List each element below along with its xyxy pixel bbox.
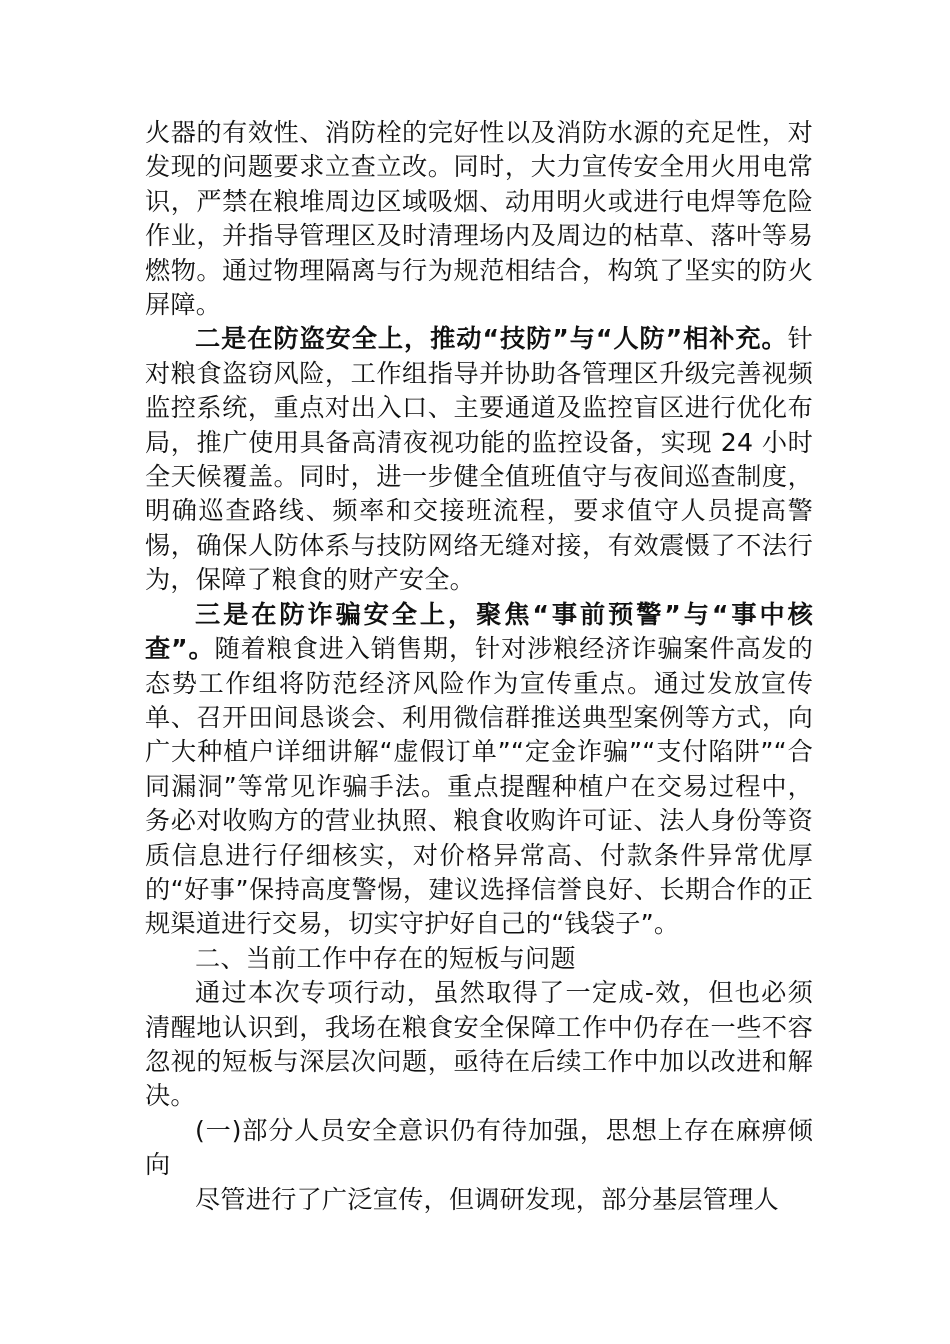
paragraph-text: 针对粮食盗窃风险，工作组指导并协助各管理区升级完善视频监控系统，重点对出入口、主要通道及监控盲区进行优化布局，推广使用具备高清夜视功能的监控设备，实现 24 小时全天候覆盖。同时，进一步健全值班值守与夜间巡查制度，明确巡查路线、频率和交接班流程，要求值守人员提高警惕，确保人防体系与技防网络无缝对接，有效震慑了不法行为，保障了粮食的财产安全。 xyxy=(145,324,813,595)
section-heading-problems xyxy=(145,942,813,976)
paragraph-fraud-prevention xyxy=(145,598,813,942)
subsection-heading-awareness xyxy=(145,1114,813,1183)
paragraph-theft-prevention xyxy=(145,322,813,597)
paragraph-text: 火器的有效性、消防栓的完好性以及消防水源的充足性，对发现的问题要求立查立改。同时，大力宣传安全用火用电常识，严禁在粮堆周边区域吸烟、动用明火或进行电焊等危险作业，并指导管理区及时清理场内及周边的枯草、落叶等易燃物。通过物理隔离与行为规范相结合，构筑了坚实的防火屏障。 xyxy=(145,118,813,320)
paragraph-awareness xyxy=(145,1183,813,1217)
paragraph-text: 尽管进行了广泛宣传，但调研发现，部分基层管理人 xyxy=(195,1184,779,1214)
document-body xyxy=(145,116,813,1217)
paragraph-heading: 二是在防盗安全上，推动“技防”与“人防”相补充。 xyxy=(195,324,788,354)
paragraph-text: 通过本次专项行动，虽然取得了一定成-效，但也必须清醒地认识到，我场在粮食安全保障工作中仍存在一些不容忽视的短板与深层次问题，亟待在后续工作中加以改进和解决。 xyxy=(145,978,813,1111)
paragraph-text: 随着粮食进入销售期，针对涉粮经济诈骗案件高发的态势工作组将防范经济风险作为宣传重点。通过发放宣传单、召开田间恳谈会、利用微信群推送典型案例等方式，向广大种植户详细讲解“虚假订单”“定金诈骗”“支付陷阱”“合同漏洞”等常见诈骗手法。重点提醒种植户在交易过程中，务必对收购方的营业执照、粮食收购许可证、法人身份等资质信息进行仔细核实，对价格异常高、付款条件异常优厚的“好事”保持高度警惕，建议选择信誉良好、长期合作的正规渠道进行交易，切实守护好自己的“钱袋子”。 xyxy=(145,634,813,939)
paragraph-heading: 三是在防诈骗安全上，聚焦“事前预警”与“事中核查”。 xyxy=(145,599,813,664)
section-heading-text: 二、当前工作中存在的短板与问题 xyxy=(195,943,576,973)
paragraph-fire-prevention xyxy=(145,116,813,322)
subsection-heading-text: (一)部分人员安全意识仍有待加强，思想上存在麻痹倾向 xyxy=(145,1115,813,1180)
paragraph-problems-intro xyxy=(145,976,813,1114)
